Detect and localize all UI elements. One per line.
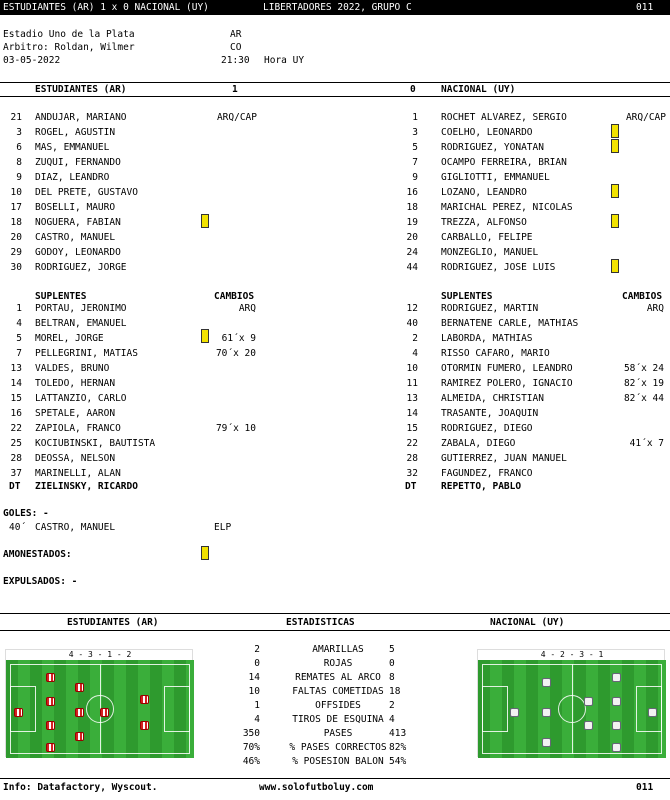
goal-scorer: CASTRO, MANUEL	[35, 522, 116, 533]
stat-label: FALTAS COMETIDAS	[292, 686, 384, 697]
footer-website[interactable]: www.solofutboluy.com	[259, 782, 374, 793]
player-number: 15	[406, 423, 418, 434]
player-number: 28	[10, 453, 22, 464]
player-shirt-icon	[14, 708, 23, 717]
player-note: 70´x 20	[215, 348, 256, 359]
away-formation: 4 - 2 - 3 - 1	[540, 650, 604, 659]
player-shirt-icon	[46, 673, 55, 682]
stat-away-value: 4	[389, 714, 395, 725]
player-shirt-icon	[75, 683, 84, 692]
player-shirt-icon	[46, 743, 55, 752]
player-name: MARINELLI, ALAN	[35, 468, 121, 479]
away-changes-heading: CAMBIOS	[622, 291, 663, 302]
player-name: MARICHAL PEREZ, NICOLAS	[441, 202, 573, 213]
player-name: TREZZA, ALFONSO	[441, 217, 527, 228]
player-note: ARQ/CAP	[625, 112, 666, 123]
player-shirt-icon	[542, 738, 551, 747]
player-name: KOCIUBINSKI, BAUTISTA	[35, 438, 156, 449]
player-number: 44	[406, 262, 418, 273]
away-subs-heading: SUPLENTES	[441, 291, 493, 302]
referee: Arbitro: Roldan, Wilmer	[3, 42, 135, 53]
stat-home-value: 4	[254, 714, 260, 725]
player-number: 9	[412, 172, 418, 183]
stat-home-value: 10	[248, 686, 260, 697]
player-number: 4	[412, 348, 418, 359]
divider	[0, 630, 670, 631]
player-note: ARQ	[646, 303, 664, 314]
yellow-card-icon	[611, 184, 619, 198]
player-note: ARQ/CAP	[216, 112, 257, 123]
player-shirt-icon	[612, 697, 621, 706]
divider	[0, 82, 670, 83]
referee-code: CO	[230, 42, 242, 53]
home-coach-label: DT	[9, 481, 21, 492]
player-number: 7	[412, 157, 418, 168]
player-shirt-icon	[612, 673, 621, 682]
player-name: RODRIGUEZ, JORGE	[35, 262, 127, 273]
player-number: 10	[10, 187, 22, 198]
player-note: 79´x 10	[215, 423, 256, 434]
player-number: 20	[10, 232, 22, 243]
player-number: 24	[406, 247, 418, 258]
penalty-box	[482, 686, 508, 732]
player-name: ZAPIOLA, FRANCO	[35, 423, 121, 434]
player-number: 22	[10, 423, 22, 434]
player-name: TRASANTE, JOAQUIN	[441, 408, 539, 419]
player-name: GUTIERREZ, JUAN MANUEL	[441, 453, 567, 464]
player-shirt-icon	[584, 697, 593, 706]
player-shirt-icon	[612, 721, 621, 730]
player-name: RISSO CAFARO, MARIO	[441, 348, 550, 359]
stat-label: AMARILLAS	[312, 644, 364, 655]
player-name: SPETALE, AARON	[35, 408, 116, 419]
footer-page-number: 011	[636, 782, 654, 793]
player-number: 3	[412, 127, 418, 138]
player-shirt-icon	[46, 697, 55, 706]
player-note: 82´x 19	[623, 378, 664, 389]
player-name: RODRIGUEZ, MARTIN	[441, 303, 539, 314]
player-name: ZUQUI, FERNANDO	[35, 157, 121, 168]
away-team-name: NACIONAL (UY)	[441, 84, 516, 95]
away-coach-label: DT	[405, 481, 417, 492]
player-number: 2	[412, 333, 418, 344]
player-number: 14	[10, 378, 22, 389]
player-number: 1	[16, 303, 22, 314]
stat-away-value: 413	[389, 728, 407, 739]
stat-label: PASES	[323, 728, 353, 739]
competition: LIBERTADORES 2022, GRUPO C	[263, 2, 412, 13]
home-coach: ZIELINSKY, RICARDO	[35, 481, 138, 492]
stat-away-value: 82%	[389, 742, 407, 753]
player-name: RODRIGUEZ, YONATAN	[441, 142, 544, 153]
timezone: Hora UY	[264, 55, 305, 66]
stat-label: ROJAS	[323, 658, 353, 669]
player-name: ROGEL, AGUSTIN	[35, 127, 116, 138]
player-number: 4	[16, 318, 22, 329]
stat-label: REMATES AL ARCO	[295, 672, 381, 683]
stat-label: TIROS DE ESQUINA	[292, 714, 384, 725]
player-number: 19	[406, 217, 418, 228]
player-name: GODOY, LEONARDO	[35, 247, 121, 258]
match-date: 03-05-2022	[3, 55, 61, 66]
yellow-card-icon	[201, 329, 209, 343]
player-number: 7	[16, 348, 22, 359]
home-team-name: ESTUDIANTES (AR)	[35, 84, 127, 95]
top-bar	[0, 0, 670, 15]
match-summary: ESTUDIANTES (AR) 1 x 0 NACIONAL (UY)	[3, 2, 209, 13]
player-number: 18	[10, 217, 22, 228]
player-number: 10	[406, 363, 418, 374]
player-number: 5	[16, 333, 22, 344]
player-number: 17	[10, 202, 22, 213]
penalty-box	[164, 686, 190, 732]
player-number: 16	[10, 408, 22, 419]
player-name: RODRIGUEZ, DIEGO	[441, 423, 533, 434]
stat-home-value: 14	[248, 672, 260, 683]
player-name: ANDUJAR, MARIANO	[35, 112, 127, 123]
expulsions-heading: EXPULSADOS: -	[3, 576, 78, 587]
home-changes-heading: CAMBIOS	[214, 291, 255, 302]
divider	[0, 778, 670, 779]
home-score: 1	[232, 84, 238, 95]
stat-away-value: 5	[389, 644, 395, 655]
stat-home-value: 2	[254, 644, 260, 655]
player-number: 8	[16, 157, 22, 168]
player-name: TOLEDO, HERNAN	[35, 378, 116, 389]
stat-home-value: 70%	[242, 742, 260, 753]
player-name: FAGUNDEZ, FRANCO	[441, 468, 533, 479]
player-shirt-icon	[100, 708, 109, 717]
player-note: 58´x 24	[623, 363, 664, 374]
stats-away-team: NACIONAL (UY)	[490, 617, 565, 628]
player-number: 37	[10, 468, 22, 479]
player-number: 21	[10, 112, 22, 123]
goals-heading: GOLES: -	[3, 508, 49, 519]
home-formation: 4 - 3 - 1 - 2	[68, 650, 132, 659]
player-name: DEOSSA, NELSON	[35, 453, 116, 464]
player-name: ZABALA, DIEGO	[441, 438, 516, 449]
player-name: ROCHET ALVAREZ, SERGIO	[441, 112, 567, 123]
player-shirt-icon	[140, 721, 149, 730]
player-name: GIGLIOTTI, EMMANUEL	[441, 172, 550, 183]
player-shirt-icon	[648, 708, 657, 717]
center-circle	[558, 695, 586, 723]
player-note: ARQ	[238, 303, 256, 314]
player-number: 40	[406, 318, 418, 329]
yellow-card-icon	[611, 214, 619, 228]
stats-home-team: ESTUDIANTES (AR)	[67, 617, 159, 628]
footer-source: Info: Datafactory, Wyscout.	[3, 782, 158, 793]
player-name: BELTRAN, EMANUEL	[35, 318, 127, 329]
player-name: BERNATENE CARLE, MATHIAS	[441, 318, 579, 329]
player-shirt-icon	[612, 743, 621, 752]
yellow-card-icon	[201, 546, 209, 560]
player-name: MONZEGLIO, MANUEL	[441, 247, 539, 258]
player-number: 29	[10, 247, 22, 258]
player-number: 5	[412, 142, 418, 153]
player-name: COELHO, LEONARDO	[441, 127, 533, 138]
player-shirt-icon	[46, 721, 55, 730]
player-note: 61´x 9	[221, 333, 256, 344]
yellow-card-icon	[611, 259, 619, 273]
player-name: OTORMIN FUMERO, LEANDRO	[441, 363, 573, 374]
yellow-card-icon	[201, 214, 209, 228]
player-number: 30	[10, 262, 22, 273]
player-number: 1	[412, 112, 418, 123]
stat-label: OFFSIDES	[315, 700, 361, 711]
player-name: CASTRO, MANUEL	[35, 232, 116, 243]
stat-away-value: 18	[389, 686, 401, 697]
player-number: 15	[10, 393, 22, 404]
stat-away-value: 2	[389, 700, 395, 711]
player-number: 3	[16, 127, 22, 138]
player-note: 82´x 44	[623, 393, 664, 404]
stat-home-value: 0	[254, 658, 260, 669]
goal-team: ELP	[214, 522, 232, 533]
player-name: MOREL, JORGE	[35, 333, 104, 344]
divider	[0, 96, 670, 97]
player-shirt-icon	[140, 695, 149, 704]
player-name: LATTANZIO, CARLO	[35, 393, 127, 404]
player-name: NOGUERA, FABIAN	[35, 217, 121, 228]
page-number: 011	[636, 2, 654, 13]
player-name: MAS, EMMANUEL	[35, 142, 110, 153]
stat-label: % POSESION BALON	[292, 756, 384, 767]
player-number: 18	[406, 202, 418, 213]
player-number: 9	[16, 172, 22, 183]
player-shirt-icon	[542, 678, 551, 687]
goal-minute: 40´	[9, 522, 27, 533]
player-number: 16	[406, 187, 418, 198]
player-number: 32	[406, 468, 418, 479]
stat-label: % PASES CORRECTOS	[289, 742, 387, 753]
player-number: 25	[10, 438, 22, 449]
player-name: LABORDA, MATHIAS	[441, 333, 533, 344]
player-name: PELLEGRINI, MATIAS	[35, 348, 138, 359]
player-number: 13	[406, 393, 418, 404]
player-shirt-icon	[542, 708, 551, 717]
stats-title: ESTADISTICAS	[286, 617, 355, 628]
stat-away-value: 0	[389, 658, 395, 669]
player-number: 6	[16, 142, 22, 153]
stat-home-value: 46%	[242, 756, 260, 767]
player-number: 22	[406, 438, 418, 449]
player-shirt-icon	[75, 708, 84, 717]
player-shirt-icon	[510, 708, 519, 717]
player-note: 41´x 7	[629, 438, 664, 449]
player-number: 11	[406, 378, 418, 389]
player-name: CARBALLO, FELIPE	[441, 232, 533, 243]
match-time: 21:30	[221, 55, 250, 66]
player-number: 20	[406, 232, 418, 243]
player-name: VALDES, BRUNO	[35, 363, 110, 374]
away-score: 0	[410, 84, 416, 95]
player-name: DEL PRETE, GUSTAVO	[35, 187, 138, 198]
player-name: ALMEIDA, CHRISTIAN	[441, 393, 544, 404]
player-name: PORTAU, JERONIMO	[35, 303, 127, 314]
player-number: 14	[406, 408, 418, 419]
player-name: OCAMPO FERREIRA, BRIAN	[441, 157, 567, 168]
player-number: 12	[406, 303, 418, 314]
player-name: BOSELLI, MAURO	[35, 202, 116, 213]
stadium: Estadio Uno de la Plata	[3, 29, 135, 40]
yellow-card-icon	[611, 139, 619, 153]
stat-home-value: 350	[242, 728, 260, 739]
stadium-code: AR	[230, 29, 242, 40]
player-name: RODRIGUEZ, JOSE LUIS	[441, 262, 556, 273]
player-number: 28	[406, 453, 418, 464]
player-shirt-icon	[584, 721, 593, 730]
player-number: 13	[10, 363, 22, 374]
player-shirt-icon	[75, 732, 84, 741]
home-formation-pitch	[5, 649, 193, 757]
player-name: LOZANO, LEANDRO	[441, 187, 527, 198]
home-subs-heading: SUPLENTES	[35, 291, 87, 302]
stat-away-value: 8	[389, 672, 395, 683]
stat-away-value: 54%	[389, 756, 407, 767]
away-formation-pitch	[477, 649, 665, 757]
away-coach: REPETTO, PABLO	[441, 481, 522, 492]
divider	[0, 613, 670, 614]
player-name: RAMIREZ POLERO, IGNACIO	[441, 378, 573, 389]
yellow-card-icon	[611, 124, 619, 138]
player-name: DIAZ, LEANDRO	[35, 172, 110, 183]
stat-home-value: 1	[254, 700, 260, 711]
bookings-heading: AMONESTADOS:	[3, 549, 72, 560]
